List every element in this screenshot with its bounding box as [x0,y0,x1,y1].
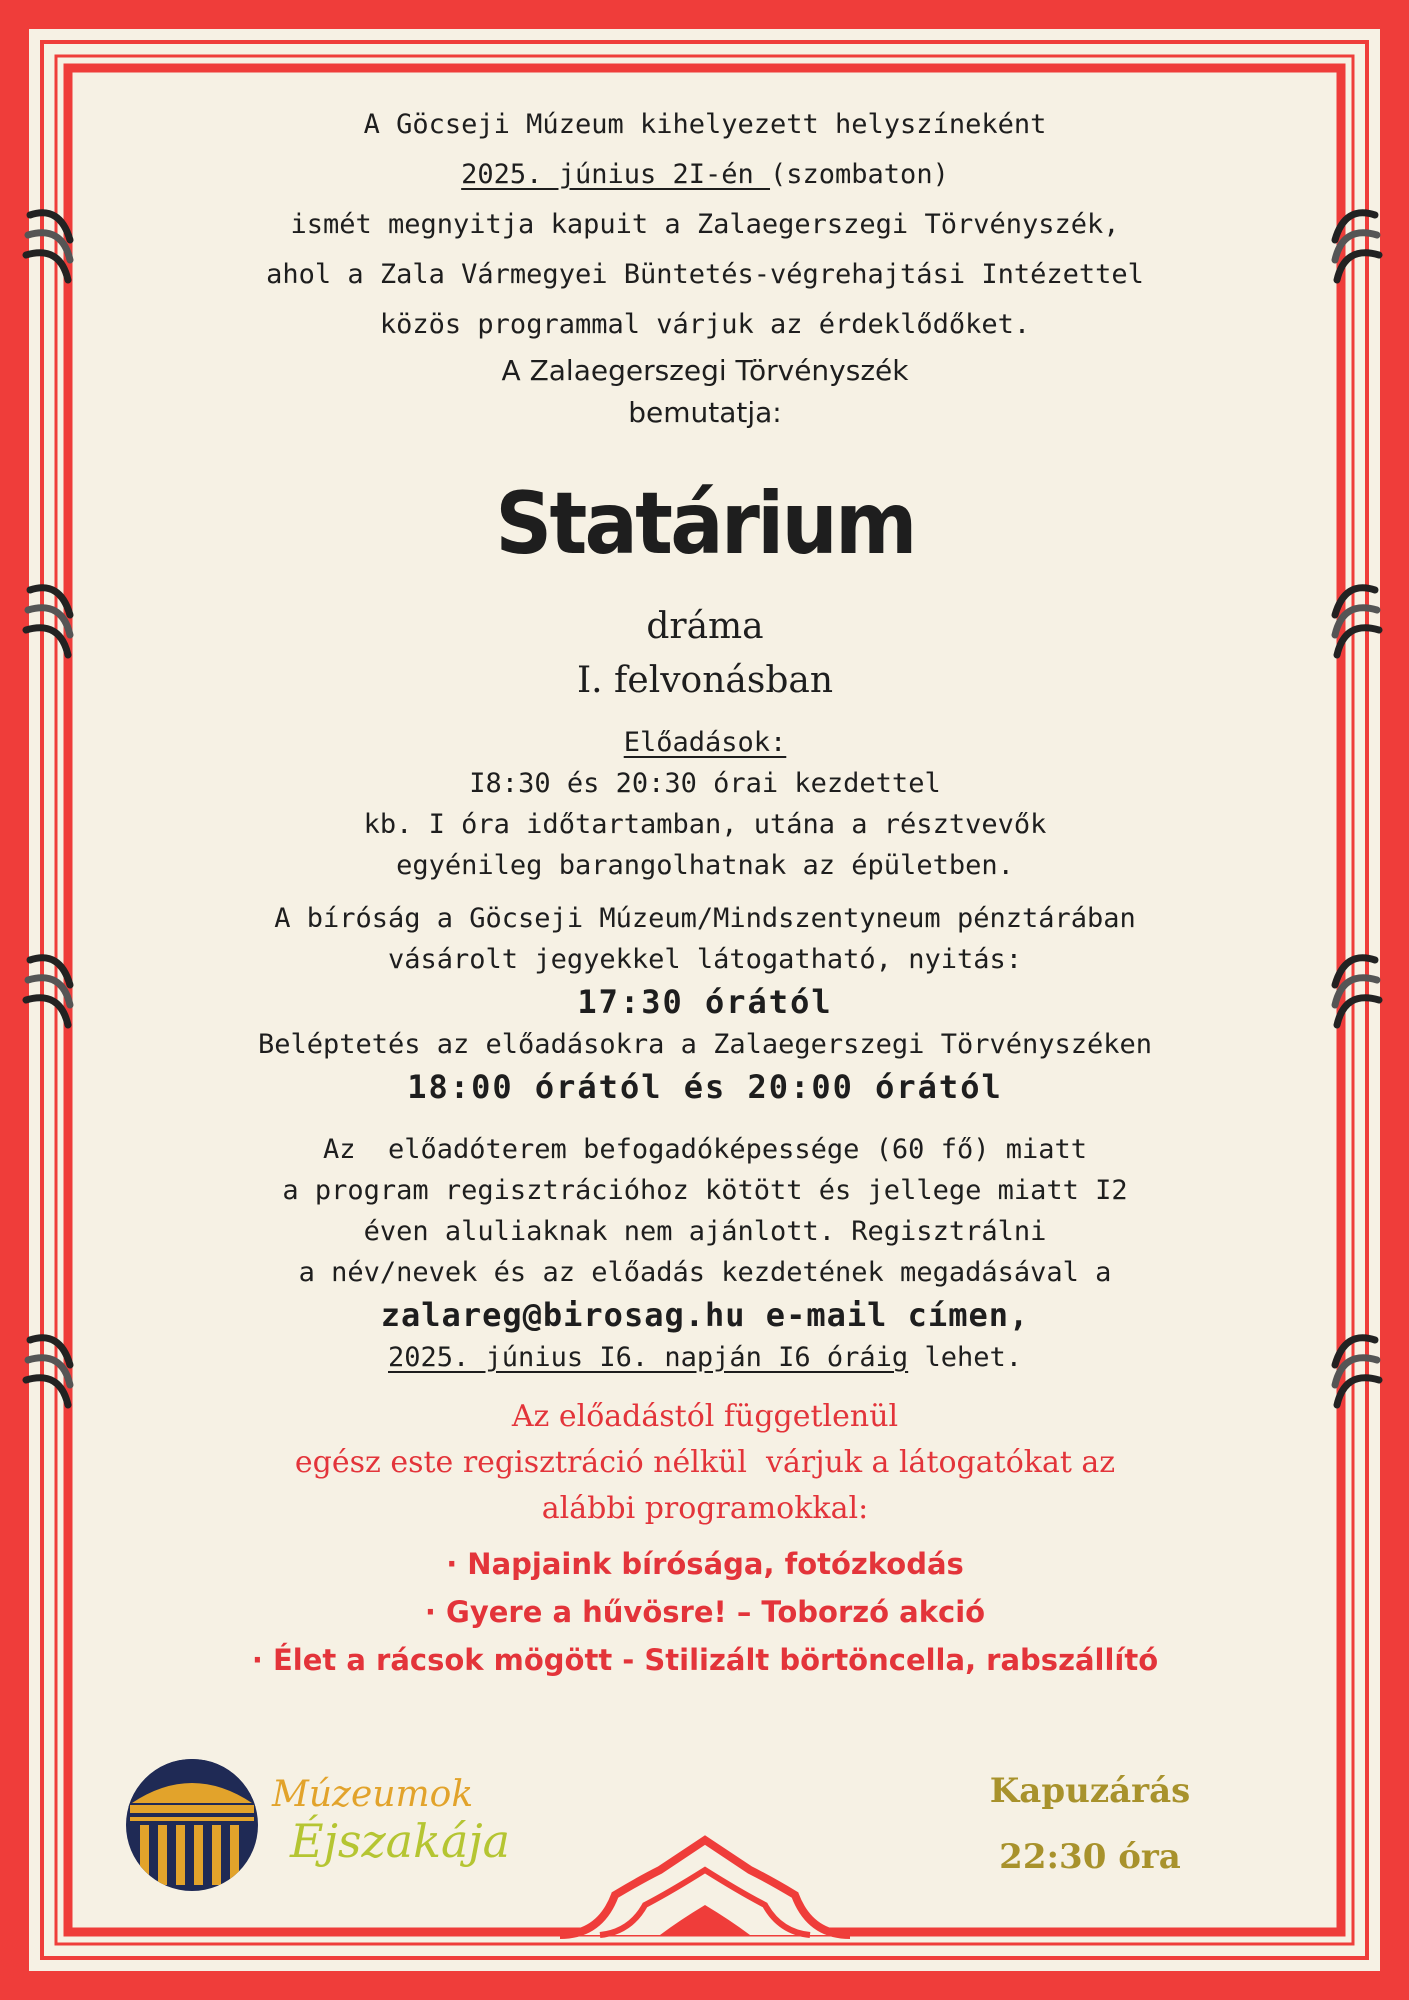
museum-night-logo-text [272,1774,511,1868]
presenter: A Zalaegerszegi Törvényszék [501,354,909,387]
extras-intro-2: egész este regisztráció nélkül várjuk a látogatókat az [294,1445,1116,1480]
event-date-line [120,150,1290,200]
poster-content [120,100,1290,1684]
play-genre: dráma [646,606,764,647]
registration-line-2: a program regisztrációhoz kötött és jellege miatt I2 [282,1175,1128,1206]
intro-line-3: ismét megnyitja kapuit a Zalaegerszegi Törvényszék, [290,209,1120,240]
entry-times: 18:00 órától és 20:00 órától [407,1068,1003,1106]
registration-line-3: éven aluliaknak nem ajánlott. Regisztrálni [363,1216,1047,1247]
deadline-suffix: lehet. [908,1342,1022,1373]
event-date: 2025. június 2I-én [461,159,771,190]
intro-line-1: A Göcseji Múzeum kihelyezett helyszíneként [363,109,1047,140]
extras-item: · Élet a rácsok mögött - Stilizált börtöncella, rabszállító [251,1643,1159,1677]
intro-line-4: ahol a Zala Vármegyei Büntetés-végrehajtási Intézettel [266,259,1144,290]
performance-times: I8:30 és 20:30 órai kezdettel [469,768,941,799]
registration-deadline [120,1337,1290,1378]
extras-item: · Napjaink bírósága, fotózkodás [446,1547,964,1581]
logo-line-2: Éjszakája [290,1814,511,1868]
play-acts: I. felvonásban [576,660,834,701]
deadline-date: 2025. június I6. napján I6 óráig [388,1342,909,1373]
event-day: (szombaton) [770,159,949,190]
closing-label: Kapuzárás [989,1771,1191,1811]
museum-night-logo-icon [122,1755,272,1895]
extras-intro-3: alábbi programokkal: [541,1491,869,1526]
tickets-line-1: A bíróság a Göcseji Múzeum/Mindszentyneum pénztárában [274,903,1136,934]
play-title: Statárium [495,474,915,574]
presents-label: bemutatja: [628,396,782,429]
intro-line-5: közös programmal várjuk az érdeklődőket. [379,309,1031,340]
registration-email: zalareg@birosag.hu e-mail címen, [380,1296,1030,1334]
extras-item: · Gyere a hűvösre! – Toborzó akció [424,1595,986,1629]
closing-time: 22:30 óra [999,1837,1181,1877]
logo-line-1: Múzeumok [272,1774,474,1815]
performance-duration-2: egyénileg barangolhatnak az épületben. [396,850,1014,881]
tickets-line-2: vásárolt jegyekkel látogatható, nyitás: [388,944,1022,975]
registration-line-4: a név/nevek és az előadás kezdetének megadásával a [298,1257,1112,1288]
registration-line-1: Az előadóterem befogadóképessége (60 fő) miatt [322,1134,1087,1165]
performances-heading [120,722,1290,763]
opening-time: 17:30 órától [577,983,833,1021]
extras-intro-1: Az előadástól függetlenül [511,1399,899,1434]
performance-duration-1: kb. I óra időtartamban, utána a résztvevők [363,809,1047,840]
closing-time-block [960,1758,1220,1890]
entry-line: Beléptetés az előadásokra a Zalaegerszegi Törvényszéken [257,1029,1153,1060]
performances-heading-text: Előadások: [623,727,787,758]
